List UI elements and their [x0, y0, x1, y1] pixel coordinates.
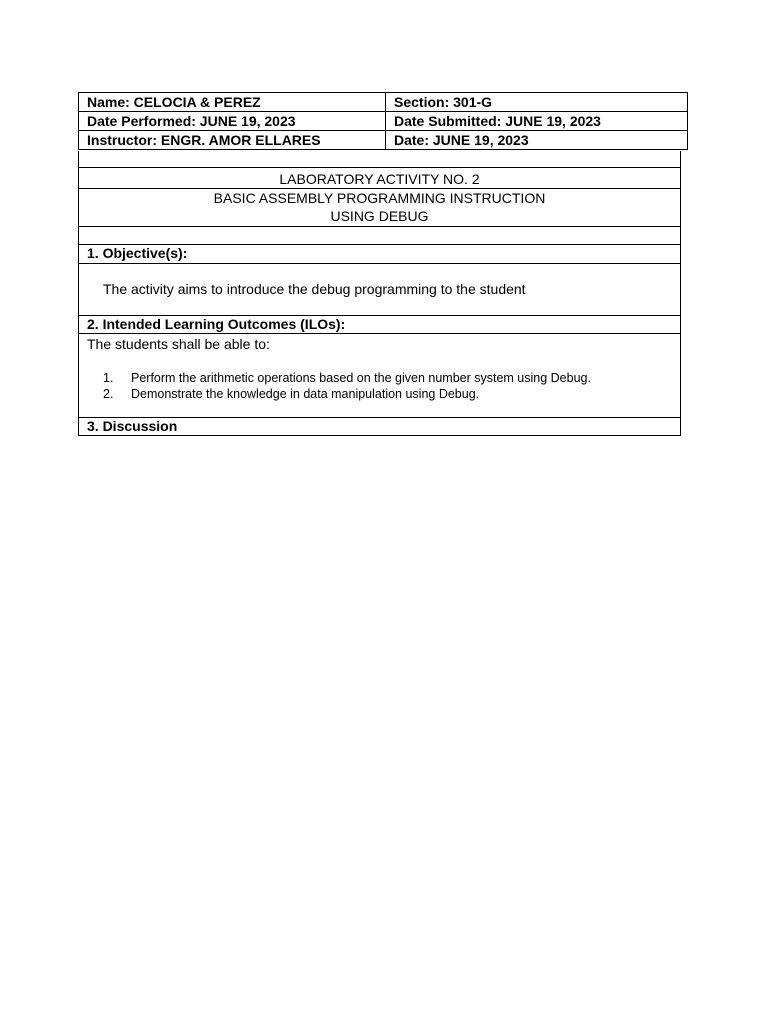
- date-performed-cell: Date Performed: JUNE 19, 2023: [79, 112, 386, 131]
- list-item: [103, 386, 591, 402]
- activity-title-row: [79, 189, 680, 227]
- list-item-number: 1.: [103, 371, 114, 385]
- objectives-heading-row: [79, 245, 680, 264]
- activity-title-line1: BASIC ASSEMBLY PROGRAMMING INSTRUCTION: [213, 190, 546, 206]
- ilos-list: [103, 370, 591, 402]
- list-item-text: Demonstrate the knowledge in data manipulation using Debug.: [131, 387, 480, 401]
- activity-body: [78, 151, 681, 436]
- list-item-number: 2.: [103, 387, 114, 401]
- blank-row: [79, 151, 680, 168]
- ilos-heading-row: [79, 316, 680, 334]
- date-cell: Date: JUNE 19, 2023: [386, 131, 688, 150]
- list-item: [103, 370, 591, 386]
- ilos-intro: The students shall be able to:: [87, 336, 270, 352]
- objectives-body-row: [79, 264, 680, 316]
- list-item-text: Perform the arithmetic operations based on the given number system using Debug.: [131, 371, 591, 385]
- date-submitted-cell: Date Submitted: JUNE 19, 2023: [386, 112, 688, 131]
- discussion-heading: 3. Discussion: [87, 418, 178, 434]
- info-row: [79, 93, 688, 112]
- activity-number-row: [79, 168, 680, 189]
- ilos-body-row: [79, 334, 680, 418]
- instructor-cell: Instructor: ENGR. AMOR ELLARES: [79, 131, 386, 150]
- info-row: [79, 112, 688, 131]
- section-cell: Section: 301-G: [386, 93, 688, 112]
- objectives-heading: 1. Objective(s):: [87, 245, 188, 261]
- objectives-text: The activity aims to introduce the debug programming to the student: [103, 281, 526, 297]
- info-table: [78, 92, 688, 150]
- discussion-heading-row: [79, 418, 680, 435]
- ilos-heading: 2. Intended Learning Outcomes (ILOs):: [87, 316, 346, 332]
- info-row: [79, 131, 688, 150]
- activity-title-line2: USING DEBUG: [330, 208, 429, 224]
- activity-number: LABORATORY ACTIVITY NO. 2: [279, 171, 480, 187]
- blank-row: [79, 227, 680, 245]
- name-cell: Name: CELOCIA & PEREZ: [79, 93, 386, 112]
